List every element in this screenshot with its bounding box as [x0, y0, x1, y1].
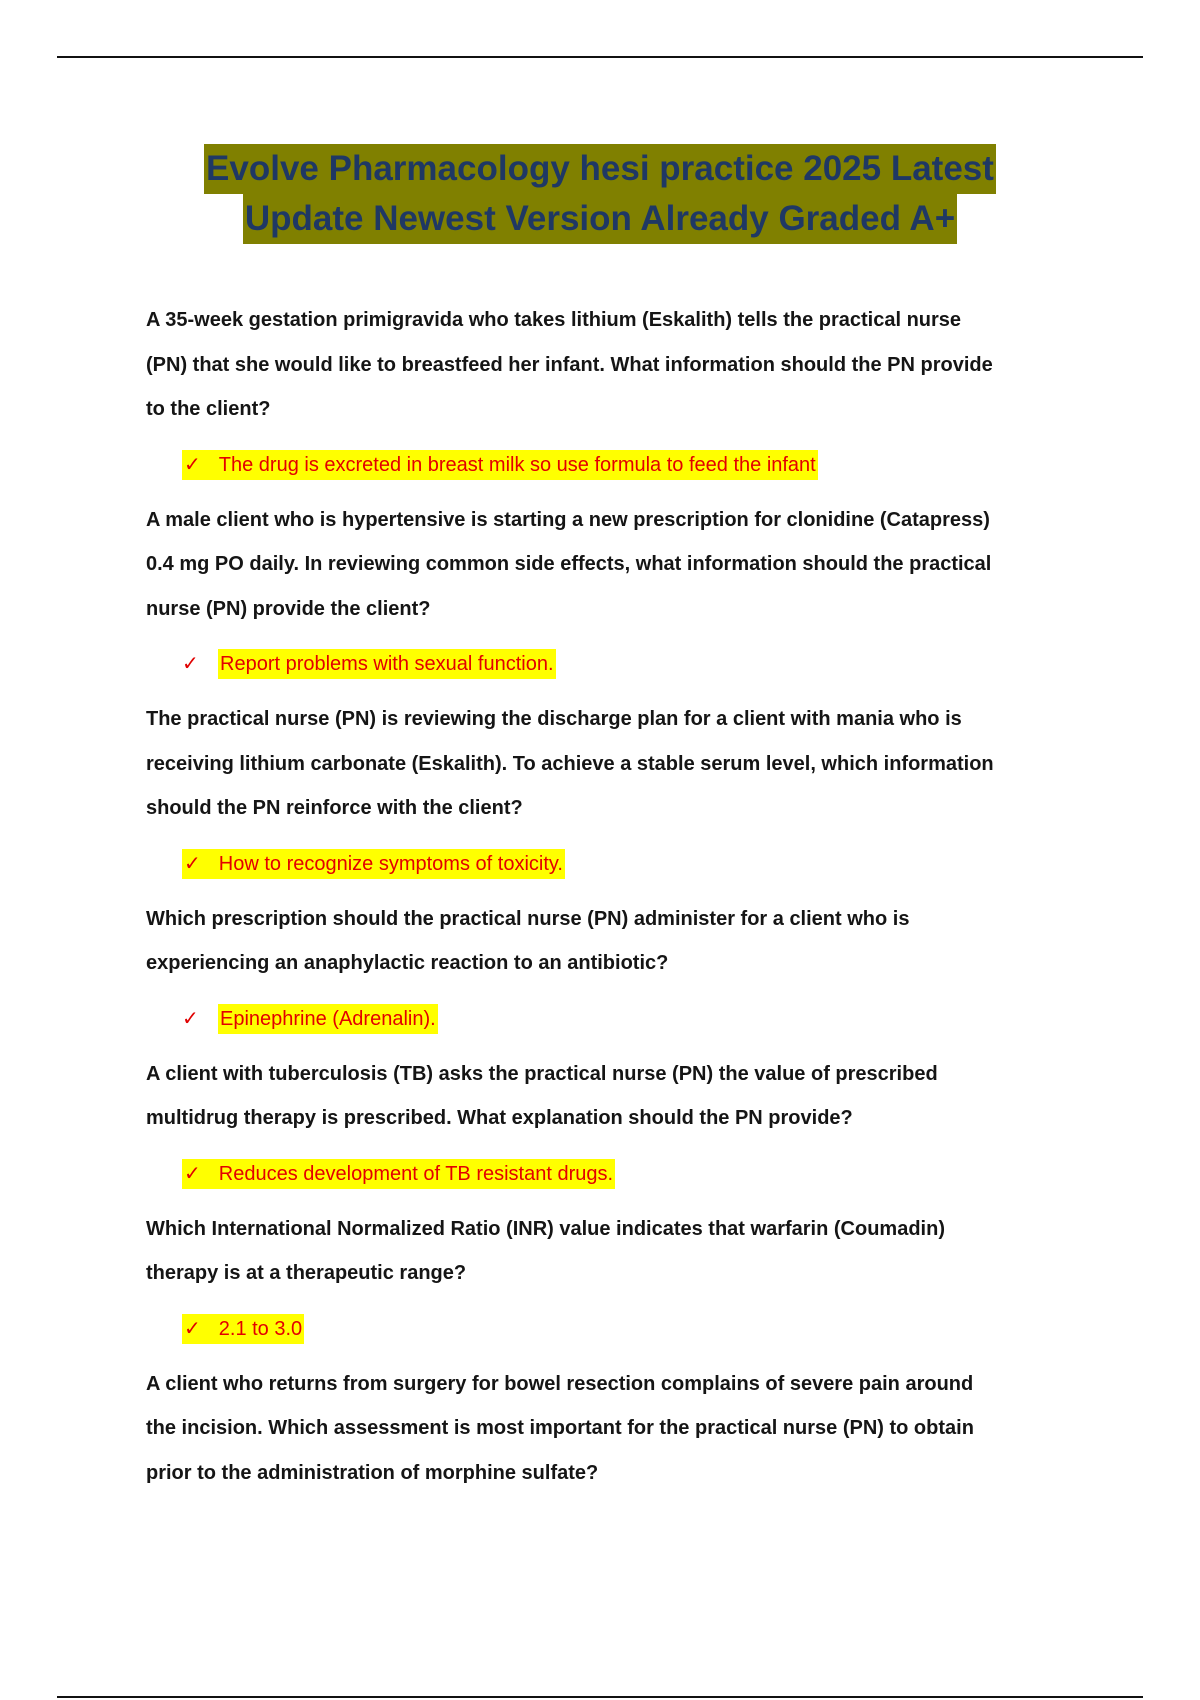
question-line: prior to the administration of morphine sulfate?	[146, 1461, 599, 1484]
answer-row	[182, 1312, 1076, 1346]
question-item	[146, 1362, 1076, 1496]
question-line: 0.4 mg PO daily. In reviewing common side effects, what information should the practical	[146, 553, 992, 575]
question-line: Which International Normalized Ratio (INR) value indicates that warfarin (Coumadin)	[146, 1217, 945, 1240]
header-rule	[57, 56, 1143, 58]
question-line: A client with tuberculosis (TB) asks the practical nurse (PN) the value of prescribed	[146, 1062, 938, 1085]
question-line: Which prescription should the practical nurse (PN) administer for a client who is	[146, 907, 910, 930]
question-text	[146, 697, 1076, 831]
question-line: should the PN reinforce with the client?	[146, 797, 523, 819]
question-line: nurse (PN) provide the client?	[146, 597, 431, 620]
question-line: A male client who is hypertensive is starting a new prescription for clonidine (Catapress)	[146, 508, 990, 531]
question-line: (PN) that she would like to breastfeed her infant. What information should the PN provide	[146, 353, 993, 376]
question-line: multidrug therapy is prescribed. What explanation should the PN provide?	[146, 1107, 853, 1129]
checkmark-icon: ✓	[182, 450, 217, 480]
checkmark-icon: ✓	[182, 1007, 199, 1030]
answer-text: 2.1 to 3.0	[217, 1314, 304, 1344]
question-line: receiving lithium carbonate (Eskalith). To achieve a stable serum level, which information	[146, 752, 994, 775]
checkmark-icon: ✓	[182, 849, 217, 879]
footer-rule	[57, 1696, 1143, 1698]
question-text	[146, 1052, 1076, 1141]
answer-row	[182, 647, 1076, 681]
answer-text: Reduces development of TB resistant drugs.	[217, 1159, 615, 1189]
title-line-2: Update Newest Version Already Graded A+	[243, 194, 957, 244]
question-item	[146, 1207, 1076, 1346]
answer-row	[182, 847, 1076, 881]
question-item	[146, 1052, 1076, 1191]
checkmark-icon: ✓	[182, 1159, 217, 1189]
question-text	[146, 498, 1076, 632]
question-line: A client who returns from surgery for bowel resection complains of severe pain around	[146, 1372, 974, 1395]
question-line: to the client?	[146, 398, 271, 420]
answer-row	[182, 1002, 1076, 1036]
answer-text: Report problems with sexual function.	[218, 649, 556, 679]
answer-text: The drug is excreted in breast milk so use formula to feed the infant	[217, 450, 818, 480]
document-title	[0, 144, 1200, 244]
question-list	[146, 298, 1076, 1495]
question-item	[146, 298, 1076, 482]
title-line-1: Evolve Pharmacology hesi practice 2025 Latest	[204, 144, 996, 194]
question-text	[146, 1207, 1076, 1296]
answer-row	[182, 1157, 1076, 1191]
question-item	[146, 897, 1076, 1036]
question-line: the incision. Which assessment is most important for the practical nurse (PN) to obtain	[146, 1417, 974, 1439]
question-line: A 35-week gestation primigravida who takes lithium (Eskalith) tells the practical nurse	[146, 309, 962, 331]
question-text	[146, 1362, 1076, 1496]
answer-text: How to recognize symptoms of toxicity.	[217, 849, 565, 879]
checkmark-icon: ✓	[182, 653, 199, 675]
question-line: The practical nurse (PN) is reviewing the discharge plan for a client with mania who is	[146, 708, 962, 730]
question-item	[146, 498, 1076, 682]
answer-row	[182, 448, 1076, 482]
question-text	[146, 897, 1076, 986]
checkmark-icon: ✓	[182, 1314, 217, 1344]
question-line: therapy is at a therapeutic range?	[146, 1262, 467, 1284]
question-text	[146, 298, 1076, 432]
question-item	[146, 697, 1076, 881]
answer-text: Epinephrine (Adrenalin).	[218, 1004, 438, 1034]
question-line: experiencing an anaphylactic reaction to an antibiotic?	[146, 952, 669, 974]
